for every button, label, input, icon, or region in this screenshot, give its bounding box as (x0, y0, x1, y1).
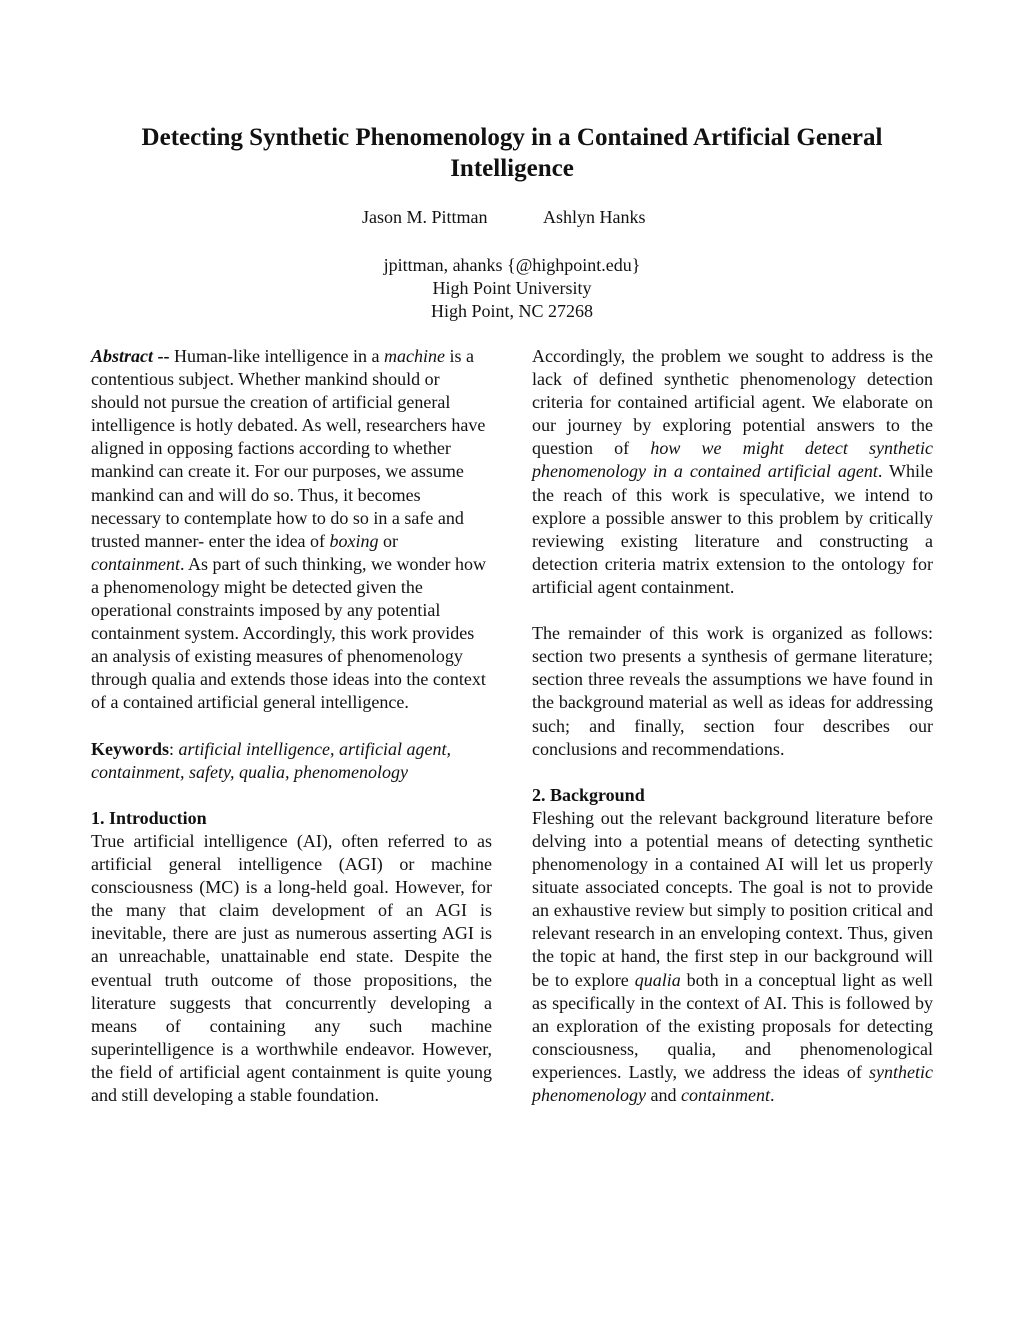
abstract-text: or (378, 530, 399, 551)
paragraph-text: . While the reach of this work is speculative, we intend to explore a possible answer to this problem by critically reviewing existing literature and constructing a detection criteria matrix extension to the ontology for artificial agent containment. (532, 461, 933, 597)
paper-title: Detecting Synthetic Phenomenology in a Contained Artificial General Intelligence (141, 124, 883, 182)
paragraph-emphasis: qualia (634, 969, 681, 990)
abstract-text: . As part of such thinking, we wonder how a phenomenology might be detected given the operational constraints imposed by any potential containment system. Accordingly, this work provides an analysis of existing measures of phenomenology through qualia and extends those ideas into the context of a contained artificial general intelligence. (91, 553, 486, 713)
keywords-list: artificial intelligence, artificial agent, containment, safety, qualia, phenomenology (91, 738, 451, 782)
section-heading-background: 2. Background (532, 784, 645, 805)
abstract-separator: -- (153, 346, 175, 366)
author-name: Jason M. Pittman (362, 207, 488, 227)
introduction-paragraph: True artificial intelligence (AI), often referred to as artificial general intelligence (AGI) or machine consciousness (MC) is a long-held goal. However, for the many that claim development of an AGI is inevitable, there are just as numerous asserting AGI is an unreachable, unattainable end state. Despite the eventual truth outcome of those propositions, the literature suggests that concurrently developing a means of containing any such machine superintelligence is a worthwhile endeavor. However, the field of artificial agent containment is quite young and still developing a stable foundation. (91, 830, 492, 1105)
research-question: how we might detect synthetic phenomenology in a contained artificial agent (532, 438, 933, 482)
paragraph-text: Accordingly, the problem we sought to address is the lack of defined synthetic phenomenology detection criteria for contained artificial agent. We elaborate on our journey by exploring potential answers to the question of (532, 346, 933, 459)
keywords-paragraph (91, 738, 492, 784)
abstract-emphasis: boxing (329, 530, 379, 551)
organization-paragraph: The remainder of this work is organized as follows: section two presents a synthesis of germane literature; section three reveals the assumptions we have found in the background material as well as ideas for addressing such; and finally, section four describes our conclusions and recommendations. (532, 623, 933, 759)
abstract-label: Abstract (91, 346, 154, 366)
problem-paragraph (532, 345, 933, 599)
abstract-emphasis: machine (383, 346, 445, 366)
abstract-paragraph (91, 345, 492, 715)
paragraph-text: Fleshing out the relevant background literature before delving into a potential means of detecting synthetic phenomenology in a contained AI will let us properly situate associated concepts. The goal is not to provide an exhaustive review but simply to position critical and relevant research in an enveloping context. Thus, given the topic at hand, the first step in our background will be to explore (532, 807, 933, 990)
university-address: High Point, NC 27268 (430, 301, 594, 321)
paragraph-emphasis: synthetic phenomenology (532, 1061, 933, 1105)
right-column (532, 345, 933, 1107)
affiliation-block (262, 254, 762, 323)
author-emails: jpittman, ahanks {@highpoint.edu} (383, 255, 641, 275)
keywords-separator: : (169, 738, 179, 759)
paragraph-text: . (769, 1085, 775, 1105)
section-heading-introduction: 1. Introduction (91, 807, 207, 828)
university-name: High Point University (432, 278, 592, 298)
paragraph-emphasis: containment (680, 1085, 770, 1105)
keywords-label: Keywords (91, 738, 169, 759)
author-name: Ashlyn Hanks (543, 207, 646, 227)
paragraph-text: and (645, 1085, 681, 1105)
background-paragraph (532, 807, 933, 1107)
abstract-emphasis: containment (91, 553, 180, 574)
left-column (91, 345, 492, 1107)
paragraph-text: both in a conceptual light as well as specifically in the context of AI. This is followed by an exploration of the existing proposals for detecting consciousness, qualia, and phenomenological experiences. Lastly, we address the ideas of (532, 969, 933, 1082)
abstract-text: is a contentious subject. Whether mankind should or should not pursue the creation of artificial general intelligence is hotly debated. As well, researchers have aligned in opposing factions according to whether mankind can create it. For our purposes, we assume mankind can and will do so. Thus, it becomes necessary to contemplate how to do so in a safe and trusted manner- enter the idea of (91, 346, 486, 551)
abstract-text: Human-like intelligence in a (174, 346, 384, 366)
